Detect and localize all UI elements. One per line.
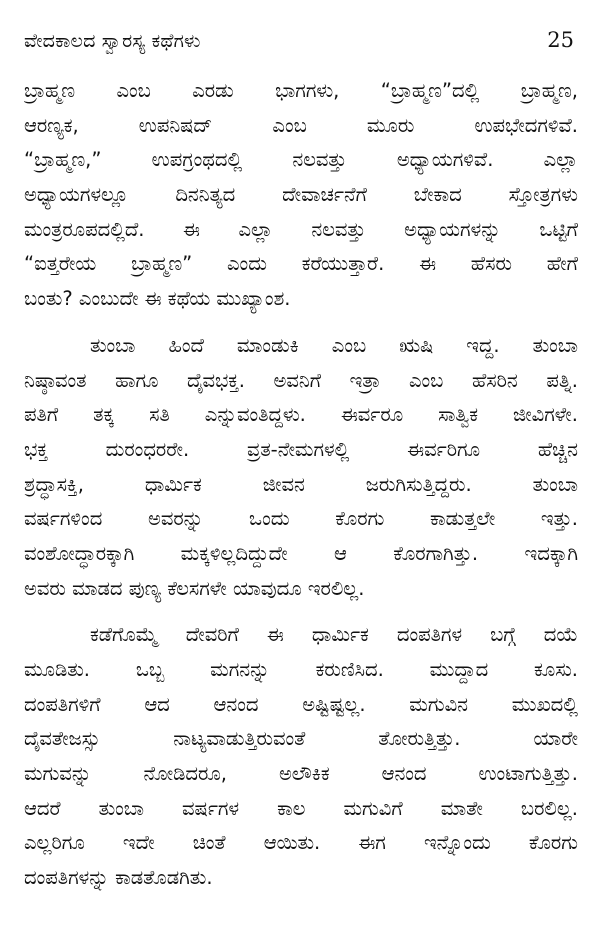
text-line: ಅಧ್ಯಾಯಗಳಲ್ಲೂ ದಿನನಿತ್ಯದ ದೇವಾರ್ಚನೆಗೆ ಬೇಕಾದ ಸ್ತೋತ್ರಗಳು xyxy=(24,183,578,207)
paragraph-spacer xyxy=(24,317,578,329)
text-line: ಮಂತ್ರರೂಪದಲ್ಲಿದೆ. ಈ ಎಲ್ಲಾ ನಲವತ್ತು ಅಧ್ಯಾಯಗಳನ್ನು ಒಟ್ಟಿಗೆ xyxy=(24,217,578,241)
text-line: ಎಲ್ಲರಿಗೂ ಇದೇ ಚಿಂತೆ ಆಯಿತು. ಈಗ ಇನ್ನೊಂದು ಕೊರಗು xyxy=(24,831,578,855)
text-line: ದಂಪತಿಗಳನ್ನು ಕಾಡತೊಡಗಿತು. xyxy=(24,866,213,890)
text-line: ದೈವತೇಜಸ್ಸು ನಾಟ್ಯವಾಡುತ್ತಿರುವಂತೆ ತೋರುತ್ತಿತ್ತು. ಯಾರೇ xyxy=(24,727,578,751)
paragraph-1 xyxy=(24,74,578,317)
text-line: “ಐತ್ತರೇಯ ಬ್ರಾಹ್ಮಣ” ಎಂದು ಕರೆಯುತ್ತಾರೆ. ಈ ಹೆಸರು ಹೇಗೆ xyxy=(24,252,578,276)
text-line: ದಂಪತಿಗಳಿಗೆ ಆದ ಆನಂದ ಅಷ್ಟಿಷ್ಟಲ್ಲ. ಮಗುವಿನ ಮುಖದಲ್ಲಿ xyxy=(24,692,578,716)
text-line: ಪತಿಗೆ ತಕ್ಕ ಸತಿ ಎನ್ನುವಂತಿದ್ದಳು. ಈರ್ವರೂ ಸಾತ್ವಿಕ ಜೀವಿಗಳೇ. xyxy=(24,403,578,427)
text-line: ಮಗುವನ್ನು ನೋಡಿದರೂ, ಅಲೌಕಿಕ ಆನಂದ ಉಂಟಾಗುತ್ತಿತ್ತು. xyxy=(24,762,578,786)
paragraph-spacer xyxy=(24,606,578,618)
page-number: 25 xyxy=(547,28,574,52)
text-line: ಬ್ರಾಹ್ಮಣ ಎಂಬ ಎರಡು ಭಾಗಗಳು, “ಬ್ರಾಹ್ಮಣ”ದಲ್ಲಿ ಬ್ರಾಹ್ಮಣ, xyxy=(24,79,578,102)
text-line: ವಂಶೋದ್ಧಾರಕ್ಕಾಗಿ ಮಕ್ಕಳಿಲ್ಲದಿದ್ದುದೇ ಆ ಕೊರಗಾಗಿತ್ತು. ಇದಕ್ಕಾಗಿ xyxy=(24,541,578,565)
running-title: ವೇದಕಾಲದ ಸ್ವಾರಸ್ಯ ಕಥೆಗಳು xyxy=(24,30,201,52)
text-line: ಮೂಡಿತು. ಒಬ್ಬ ಮಗನನ್ನು ಕರುಣಿಸಿದ. ಮುದ್ದಾದ ಕೂಸು. xyxy=(24,658,578,681)
text-line: ಅವರು ಮಾಡದ ಪುಣ್ಯ ಕೆಲಸಗಳೇ ಯಾವುದೂ ಇರಲಿಲ್ಲ. xyxy=(24,576,365,600)
text-line: ನಿಷ್ಠಾವಂತ ಹಾಗೂ ದೈವಭಕ್ತ. ಅವನಿಗೆ ಇತ್ರಾ ಎಂಬ ಹೆಸರಿನ ಪತ್ನಿ. xyxy=(24,368,578,392)
paragraph-2 xyxy=(24,329,578,607)
text-line: ಆದರೆ ತುಂಬಾ ವರ್ಷಗಳ ಕಾಲ ಮಗುವಿಗೆ ಮಾತೇ ಬರಲಿಲ್ಲ. xyxy=(24,796,578,820)
paragraph-3 xyxy=(24,618,578,896)
text-line: ಶ್ರದ್ಧಾಸಕ್ತಿ, ಧಾರ್ಮಿಕ ಜೀವನ ಜರುಗಿಸುತ್ತಿದ್ದರು. ತುಂಬಾ xyxy=(24,472,578,496)
text-line: ಭಕ್ತ ದುರಂಧರರೇ. ವ್ರತ-ನೇಮಗಳಲ್ಲಿ ಈರ್ವರಿಗೂ ಹೆಚ್ಚಿನ xyxy=(24,437,578,461)
text-line: ಆರಣ್ಯಕ, ಉಪನಿಷದ್ ಎಂಬ ಮೂರು ಉಪಭೇದಗಳಿವೆ. xyxy=(24,113,578,137)
text-line: ವರ್ಷಗಳಿಂದ ಅವರನ್ನು ಒಂದು ಕೊರಗು ಕಾಡುತ್ತಲೇ ಇತ್ತು. xyxy=(24,507,578,531)
text-line: ಬಂತು? ಎಂಬುದೇ ಈ ಕಥೆಯ ಮುಖ್ಯಾಂಶ. xyxy=(24,287,291,311)
text-line: ಕಡೆಗೊಮ್ಮೆ ದೇವರಿಗೆ ಈ ಧಾರ್ಮಿಕ ದಂಪತಿಗಳ ಬಗ್ಗೆ ದಯೆ xyxy=(90,623,578,647)
running-header xyxy=(24,28,578,56)
text-line: “ಬ್ರಾಹ್ಮಣ,” ಉಪಗ್ರಂಥದಲ್ಲಿ ನಲವತ್ತು ಅಧ್ಯಾಯಗಳಿವೆ. ಎಲ್ಲಾ xyxy=(24,148,578,172)
text-line: ತುಂಬಾ ಹಿಂದೆ ಮಾಂಡುಕಿ ಎಂಬ ಋಷಿ ಇದ್ದ. ತುಂಬಾ xyxy=(90,333,578,357)
